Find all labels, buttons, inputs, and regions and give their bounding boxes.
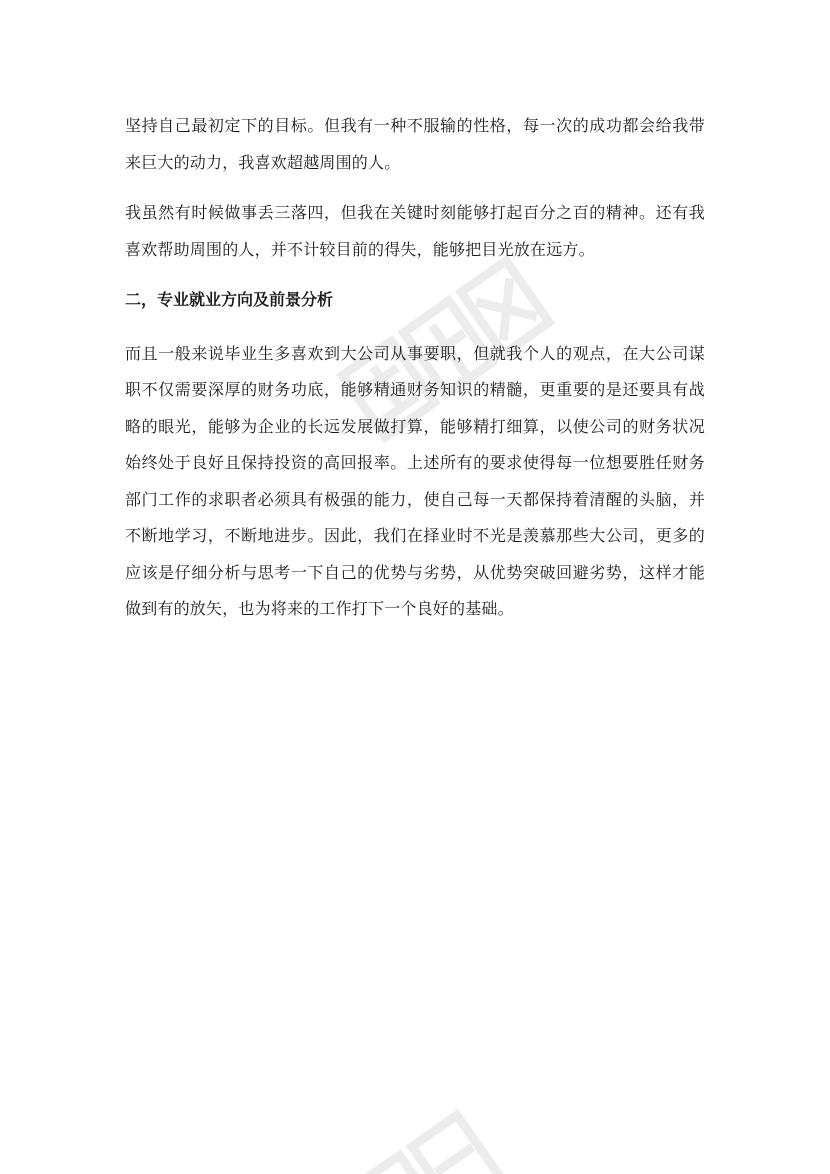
document-body [125, 108, 705, 628]
watermark-bottom [340, 1085, 560, 1174]
paragraph-personality: 我虽然有时候做事丢三落四，但我在关键时刻能够打起百分之百的精神。还有我喜欢帮助周围的人，并不计较目前的得失，能够把目光放在远方。 [125, 203, 705, 259]
section-heading: 二，专业就业方向及前景分析 [125, 290, 334, 309]
paragraph-goal: 坚持自己最初定下的目标。但我有一种不服输的性格，每一次的成功都会给我带来巨大的动力，我喜欢超越周围的人。 [125, 116, 705, 172]
paragraph-career-analysis: 而且一般来说毕业生多喜欢到大公司从事要职，但就我个人的观点，在大公司谋职不仅需要深厚的财务功底，能够精通财务知识的精髓，更重要的是还要具有战略的眼光，能够为企业的长远发展做打算，能够精打细算，以使公司的财务状况始终处于良好且保持投资的高回报率。上述所有的要求使得每一位想要胜任财务部门工作的求职者必须具有极强的能力，使自己每一天都保持着清醒的头脑，并不断地学习，不断地进步。因此，我们在择业时不光是羡慕那些大公司，更多的应该是仔细分析与思考一下自己的优势与劣势，从优势突破回避劣势，这样才能做到有的放矢，也为将来的工作打下一个良好的基础。 [125, 343, 705, 618]
